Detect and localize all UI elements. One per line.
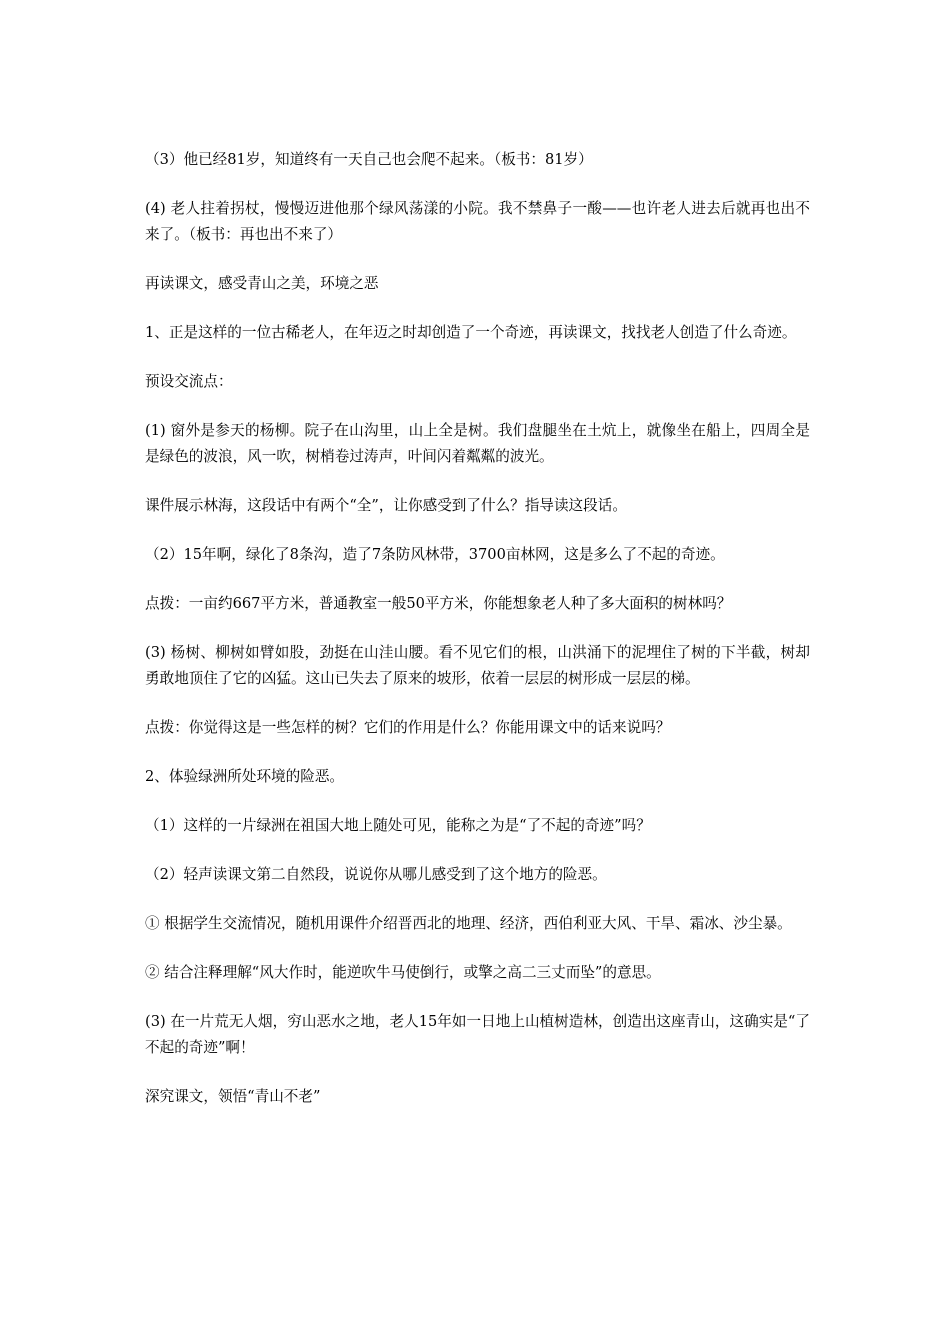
- paragraph-sub-2: （2）轻声读课文第二自然段，说说你从哪儿感受到了这个地方的险恶。: [145, 866, 607, 883]
- paragraph-question-1: 1、正是这样的一位古稀老人，在年迈之时却创造了一个奇迹，再读课文，找找老人创造了什么奇迹。: [145, 324, 797, 341]
- paragraph-question-2: 2、体验绿洲所处环境的险恶。: [145, 768, 345, 785]
- section-heading-explore: 深究课文，领悟“青山不老”: [145, 1088, 321, 1105]
- paragraph-hint-2: 点拨：你觉得这是一些怎样的树？它们的作用是什么？你能用课文中的话来说吗？: [145, 719, 671, 736]
- paragraph-hint-1: 点拨：一亩约667平方米，普通教室一般50平方米，你能想象老人种了多大面积的树林吗？: [145, 595, 732, 612]
- paragraph-1: （3）他已经81岁，知道终有一天自己也会爬不起来。（板书：81岁）: [145, 151, 593, 168]
- paragraph-sub-3: (3) 在一片荒无人烟，穷山恶水之地，老人15年如一日地上山植树造林，创造出这座青山，这确实是“了不起的奇迹”啊！: [145, 1013, 810, 1056]
- section-heading-reread: 再读课文，感受青山之美，环境之恶: [145, 275, 379, 292]
- paragraph-circled-2: ② 结合注释理解“风大作时，能逆吹牛马使倒行，或擎之高二三丈而坠”的意思。: [145, 964, 661, 981]
- paragraph-sub-1: （1）这样的一片绿洲在祖国大地上随处可见，能称之为是“了不起的奇迹”吗？: [145, 817, 651, 834]
- paragraph-point-1: (1) 窗外是参天的杨柳。院子在山沟里，山上全是树。我们盘腿坐在土炕上，就像坐在船上，四周全是是绿色的波浪，风一吹，树梢卷过涛声，叶间闪着粼粼的波光。: [145, 422, 810, 465]
- paragraph-2: (4) 老人拄着拐杖，慢慢迈进他那个绿风荡漾的小院。我不禁鼻子一酸——也许老人进去后就再也出不来了。（板书：再也出不来了）: [145, 200, 810, 243]
- paragraph-courseware: 课件展示林海，这段话中有两个“全”，让你感受到了什么？指导读这段话。: [145, 497, 627, 514]
- document-body: [145, 147, 810, 1133]
- paragraph-point-3: (3) 杨树、柳树如臂如股，劲挺在山洼山腰。看不见它们的根，山洪涌下的泥埋住了树的下半截，树却勇敢地顶住了它的凶猛。这山已失去了原来的坡形，依着一层层的树形成一层层的梯。: [145, 644, 810, 687]
- paragraph-point-2: （2）15年啊，绿化了8条沟，造了7条防风林带，3700亩林网，这是多么了不起的奇迹。: [145, 546, 725, 563]
- paragraph-circled-1: ① 根据学生交流情况，随机用课件介绍晋西北的地理、经济，西伯利亚大风、干旱、霜冰、沙尘暴。: [145, 915, 792, 932]
- paragraph-preset-points: 预设交流点：: [145, 373, 233, 390]
